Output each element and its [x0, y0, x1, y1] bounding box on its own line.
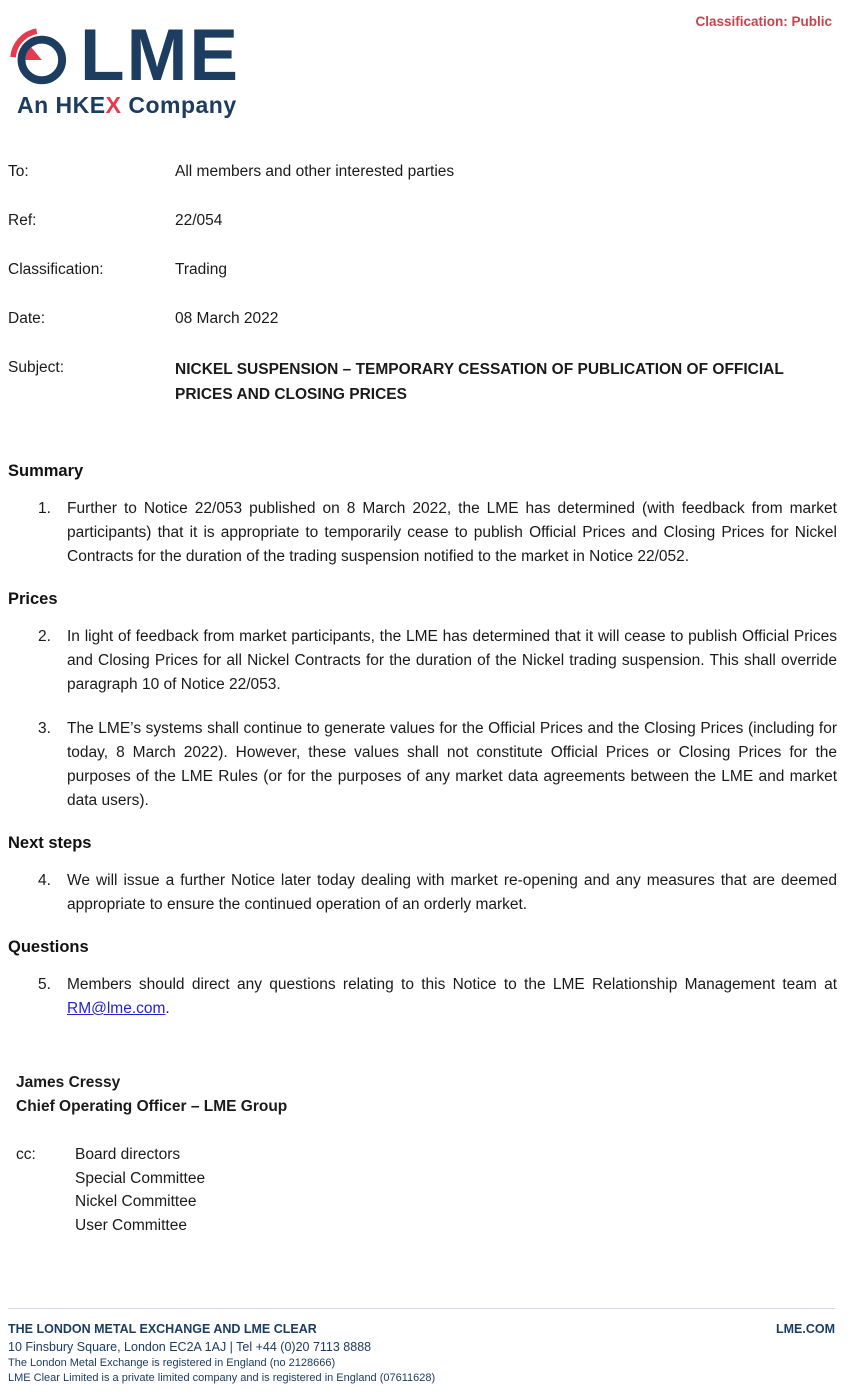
lme-tagline [17, 92, 865, 119]
list-number: 5. [38, 976, 51, 993]
meta-row-classification [8, 259, 837, 281]
meta-label-date: Date: [8, 310, 46, 327]
list-number: 3. [38, 720, 51, 737]
list-item-2 [38, 625, 837, 697]
list-item-3 [38, 717, 837, 813]
list-text [67, 973, 837, 1021]
lme-wordmark: LME [80, 15, 241, 96]
footer-registration-line-1: The London Metal Exchange is registered in England (no 2128666) [8, 1357, 336, 1369]
questions-text-after: . [165, 1000, 170, 1017]
cc-item: User Committee [75, 1216, 187, 1234]
footer-company-line: THE LONDON METAL EXCHANGE AND LME CLEAR [8, 1322, 317, 1336]
meta-value-ref: 22/054 [175, 212, 223, 229]
meta-row-subject [8, 357, 837, 407]
footer-address-line: 10 Finsbury Square, London EC2A 1AJ | Tel +44 (0)20 7113 8888 [8, 1340, 372, 1354]
list-text: We will issue a further Notice later today dealing with market re-opening and any measures that are deemed appropriate to ensure the continued operation of an orderly market. [67, 872, 837, 913]
meta-label-ref: Ref: [8, 212, 37, 229]
signature-block [16, 1071, 837, 1119]
list-item-5 [38, 973, 837, 1021]
section-heading-questions: Questions [8, 938, 89, 956]
list-item-1 [38, 497, 837, 569]
list-text: Further to Notice 22/053 published on 8 March 2022, the LME has determined (with feedback from market participants) that it is appropriate to temporarily cease to publish Official Prices and Closing Prices for Nickel Contracts for the duration of the trading suspension notified to the market in Notice 22/052. [67, 500, 837, 565]
tagline-x: X [105, 92, 122, 118]
letter-body [8, 461, 837, 1237]
page-footer [8, 1308, 835, 1384]
meta-value-subject: NICKEL SUSPENSION – TEMPORARY CESSATION OF PUBLICATION OF OFFICIAL PRICES AND CLOSING PRICES [175, 361, 784, 403]
lme-emblem-icon [8, 25, 70, 87]
section-heading-prices: Prices [8, 590, 58, 608]
cc-label: cc: [16, 1146, 36, 1163]
list-number: 2. [38, 628, 51, 645]
cc-item: Nickel Committee [75, 1193, 197, 1210]
classification-banner: Classification: Public [695, 14, 832, 29]
meta-label-to: To: [8, 163, 29, 180]
tagline-prefix: An HKE [17, 92, 106, 118]
meta-row-date [8, 308, 837, 330]
tagline-suffix: Company [121, 92, 237, 118]
meta-value-to: All members and other interested parties [175, 163, 455, 180]
list-text: In light of feedback from market participants, the LME has determined that it will cease to publish Official Prices and Closing Prices for all Nickel Contracts for the duration of the Nickel trading suspension. This shall override paragraph 10 of Notice 22/053. [67, 628, 837, 693]
signature-title: Chief Operating Officer – LME Group [16, 1098, 288, 1115]
cc-item: Board directors [75, 1146, 181, 1163]
cc-item: Special Committee [75, 1169, 206, 1187]
footer-registration-line-2: LME Clear Limited is a private limited company and is registered in England (07611628) [8, 1372, 436, 1384]
meta-label-subject: Subject: [8, 359, 65, 376]
list-number: 4. [38, 872, 51, 889]
meta-label-classification: Classification: [8, 261, 104, 278]
questions-text-before: Members should direct any questions relating to this Notice to the LME Relationship Management team at [67, 976, 837, 993]
meta-row-ref [8, 210, 837, 232]
cc-block [16, 1143, 837, 1237]
letter-meta [8, 161, 837, 407]
cc-items [75, 1143, 205, 1237]
meta-value-classification: Trading [175, 261, 227, 278]
section-heading-next-steps: Next steps [8, 834, 92, 852]
list-text: The LME’s systems shall continue to generate values for the Official Prices and the Closing Prices (including for today, 8 March 2022). However, these values shall not constitute Official Prices or Closing Prices for the purposes of the LME Rules (or for the purposes of any market data agreements between the LME and market data users). [67, 720, 837, 809]
section-heading-summary: Summary [8, 462, 84, 480]
email-link[interactable]: RM@lme.com [67, 1000, 166, 1017]
meta-row-to [8, 161, 837, 183]
list-number: 1. [38, 500, 51, 517]
footer-website-label: LME.COM [775, 1322, 835, 1336]
meta-value-date: 08 March 2022 [175, 310, 279, 327]
list-item-4 [38, 869, 837, 917]
signature-name: James Cressy [16, 1074, 121, 1091]
